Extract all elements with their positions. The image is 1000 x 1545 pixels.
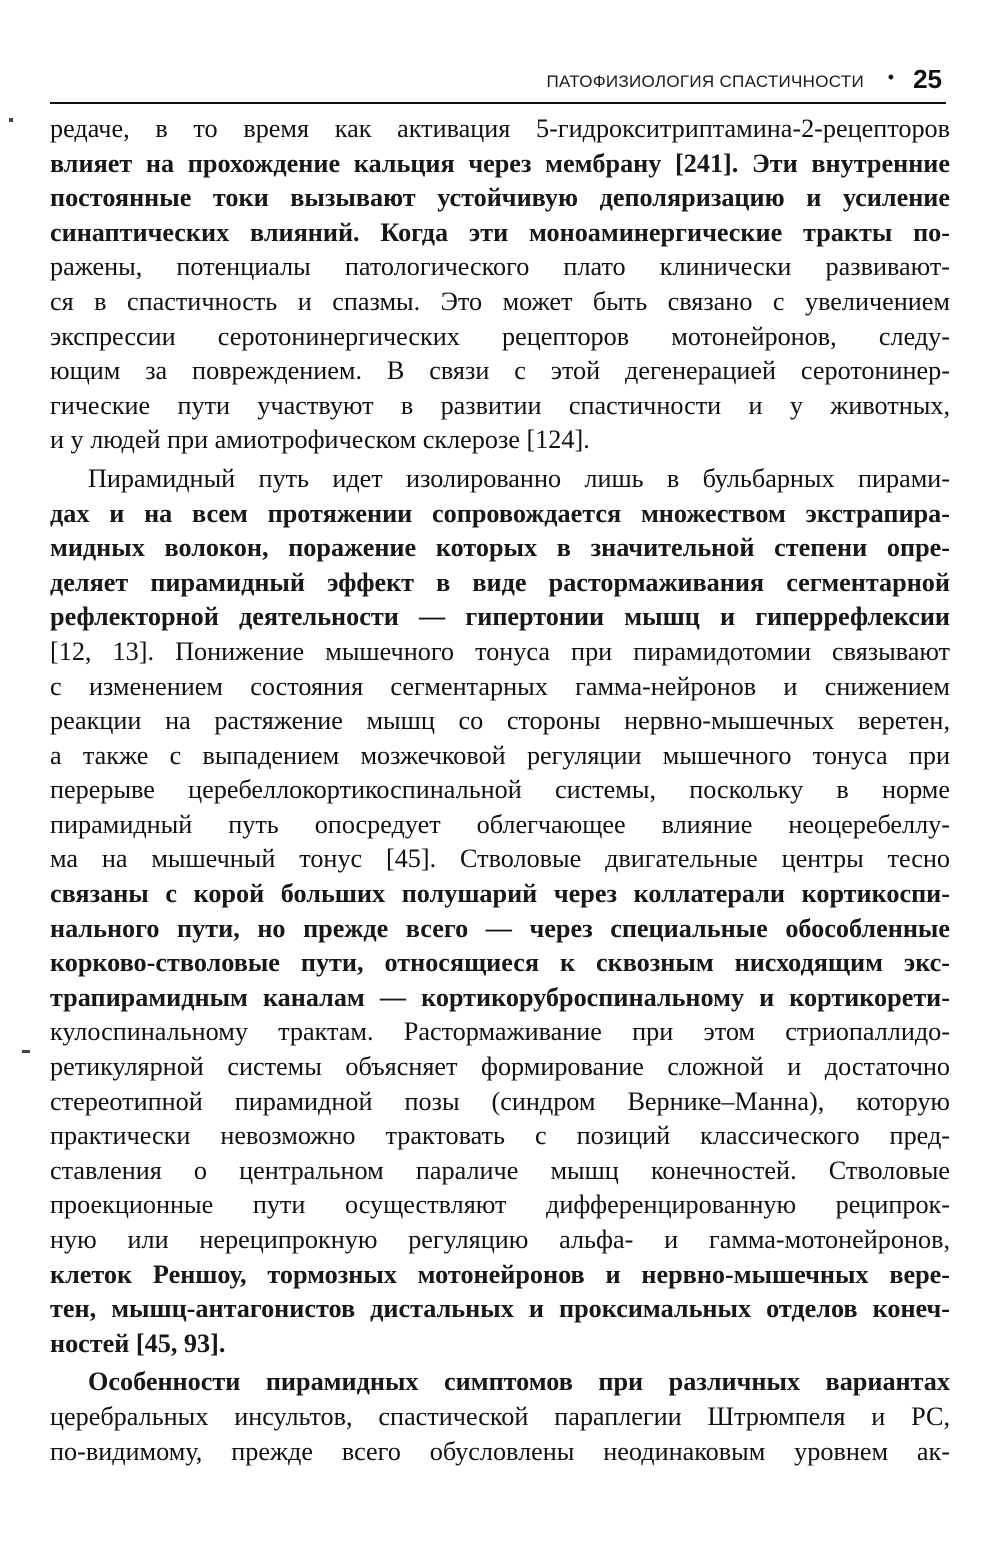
text-line: ставления о центральном параличе мышц конечностей. Стволовые [50,1155,950,1185]
text-line: ма на мышечный тонус [45]. Стволовые двигательные центры тесно [50,844,950,874]
text-line: с изменением состояния сегментарных гамма-нейронов и снижением [50,671,950,701]
text-line: Особенности пирамидных симптомов при различных вариантах [88,1367,950,1397]
text-line: стереотипной пирамидной позы (синдром Вернике–Манна), которую [50,1086,950,1116]
text-line: проекционные пути осуществляют дифференцированную реципрок- [50,1190,950,1220]
text-line: деляет пирамидный эффект в виде растормаживания сегментарной [50,567,950,597]
text-line: а также с выпадением мозжечковой регуляции мышечного тонуса при [50,740,950,770]
text-line: постоянные токи вызывают устойчивую деполяризацию и усиление [50,183,950,213]
text-line: ся в спастичность и спазмы. Это может быть связано с увеличением [50,286,950,316]
text-line: синаптических влияний. Когда эти моноаминергические тракты по- [50,217,950,247]
text-line: кулоспинальному трактам. Растормаживание при этом стриопаллидо- [50,1017,950,1047]
text-line: трапирамидным каналам — кортикоруброспинальному и кортикорети- [50,982,950,1012]
text-line: рефлекторной деятельности — гипертонии мышц и гиперрефлексии [50,602,950,632]
text-line: ющим за повреждением. В связи с этой дегенерацией серотонинер- [50,356,950,386]
running-title: ПАТОФИЗИОЛОГИЯ СПАСТИЧНОСТИ [546,72,864,91]
bullet-separator: • [887,67,894,87]
text-line: по-видимому, прежде всего обусловлены неодинаковым уровнем ак- [50,1436,950,1466]
page-number: 25 [913,64,942,94]
text-line: связаны с корой больших полушарий через коллатерали кортикоспи- [50,879,950,909]
text-line: ностей [45, 93]. [50,1328,226,1358]
text-line: клеток Реншоу, тормозных мотонейронов и нервно-мышечных вере- [50,1259,950,1289]
text-line: дах и на всем протяжении сопровождается множеством экстрапира- [50,498,950,528]
text-line: [12, 13]. Понижение мышечного тонуса при пирамидотомии связывают [50,636,950,666]
text-line: корково-стволовые пути, относящиеся к сквозным нисходящим экс- [50,948,950,978]
text-line: экспрессии серотонинергических рецепторов мотонейронов, следу- [50,321,950,351]
text-line: и у людей при амиотрофическом склерозе [124]. [50,425,590,455]
running-header [50,62,946,104]
text-line: практически невозможно трактовать с позиций классического пред- [50,1121,950,1151]
scan-speck [9,118,13,122]
text-line: влияет на прохождение кальция через мембрану [241]. Эти внутренние [50,148,950,178]
text-line: ную или нереципрокную регуляцию альфа- и гамма-мотонейронов, [50,1225,950,1254]
text-line: нального пути, но прежде всего — через специальные обособленные [50,913,950,943]
text-line: мидных волокон, поражение которых в значительной степени опре- [50,533,950,563]
text-line: церебральных инсультов, спастической параплегии Штрюмпеля и РС, [50,1401,950,1431]
text-line: Пирамидный путь идет изолированно лишь в бульбарных пирами- [88,463,950,493]
text-line: перерыве церебеллокортикоспинальной системы, поскольку в норме [50,775,950,805]
text-line: ражены, потенциалы патологического плато клинически развивают- [50,252,950,282]
text-line: гические пути участвуют в развитии спастичности и у животных, [50,390,950,420]
text-line: редаче, в то время как активация 5-гидрокситриптамина-2-рецепторов [50,114,950,143]
text-line: ретикулярной системы объясняет формирование сложной и достаточно [50,1052,950,1082]
body-text [50,112,950,1469]
text-line: тен, мышц-антагонистов дистальных и проксимальных отделов конеч- [50,1294,950,1324]
text-line: пирамидный путь опосредует облегчающее влияние неоцеребеллу- [50,809,950,839]
text-line: реакции на растяжение мышц со стороны нервно-мышечных веретен, [50,706,950,736]
paragraph-1 [50,112,950,458]
paragraph-2 [50,462,950,1361]
margin-dash-mark [22,1050,30,1053]
paragraph-3 [50,1365,950,1469]
